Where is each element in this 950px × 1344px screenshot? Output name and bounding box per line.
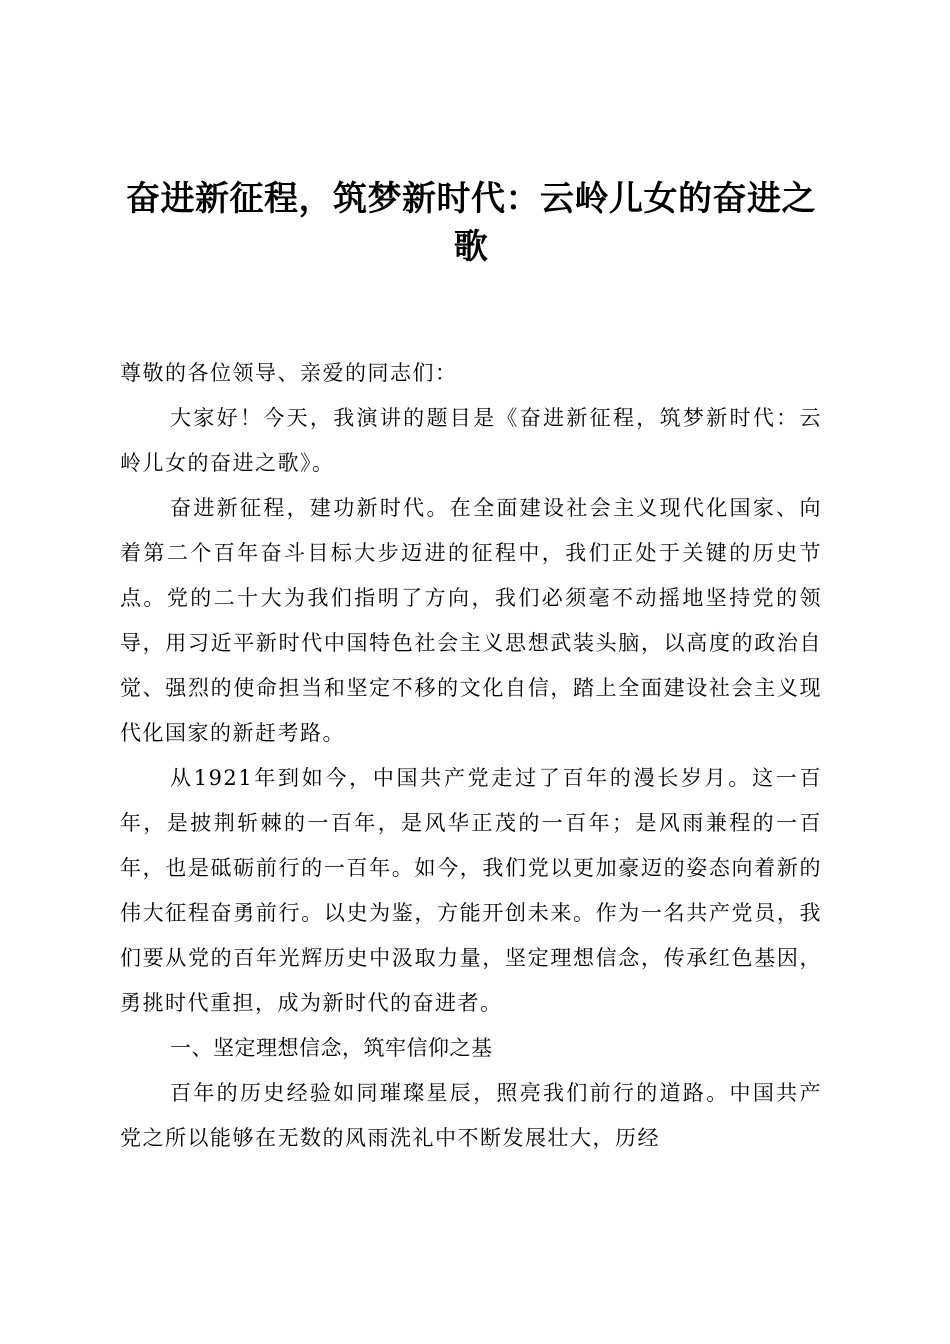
- document-page: [120, 175, 822, 1161]
- paragraph-party-history: 从1921年到如今，中国共产党走过了百年的漫长岁月。这一百年，是披荆斩棘的一百年，是风华正茂的一百年；是风雨兼程的一百年，也是砥砺前行的一百年。如今，我们党以更加豪迈的姿态向着新的伟大征程奋勇前行。以史为鉴，方能开创未来。作为一名共产党员，我们要从党的百年光辉历史中汲取力量，坚定理想信念，传承红色基因，勇挑时代重担，成为新时代的奋进者。: [120, 766, 822, 1015]
- section-heading: 一、坚定理想信念，筑牢信仰之基: [170, 1036, 493, 1060]
- paragraph-intro: 大家好！今天，我演讲的题目是《奋进新征程，筑梦新时代：云岭儿女的奋进之歌》。: [120, 406, 822, 475]
- salutation: 尊敬的各位领导、亲爱的同志们：: [120, 361, 458, 385]
- paragraph-new-journey: 奋进新征程，建功新时代。在全面建设社会主义现代化国家、向着第二个百年奋斗目标大步迈进的征程中，我们正处于关键的历史节点。党的二十大为我们指明了方向，我们必须毫不动摇地坚持党的领导，用习近平新时代中国特色社会主义思想武装头脑，以高度的政治自觉、强烈的使命担当和坚定不移的文化自信，踏上全面建设社会主义现代化国家的新赶考路。: [120, 496, 822, 745]
- paragraph-section-one: 百年的历史经验如同璀璨星辰，照亮我们前行的道路。中国共产党之所以能够在无数的风雨洗礼中不断发展壮大，历经: [120, 1081, 822, 1150]
- document-title: 奋进新征程，筑梦新时代：云岭儿女的奋进之歌: [126, 179, 816, 267]
